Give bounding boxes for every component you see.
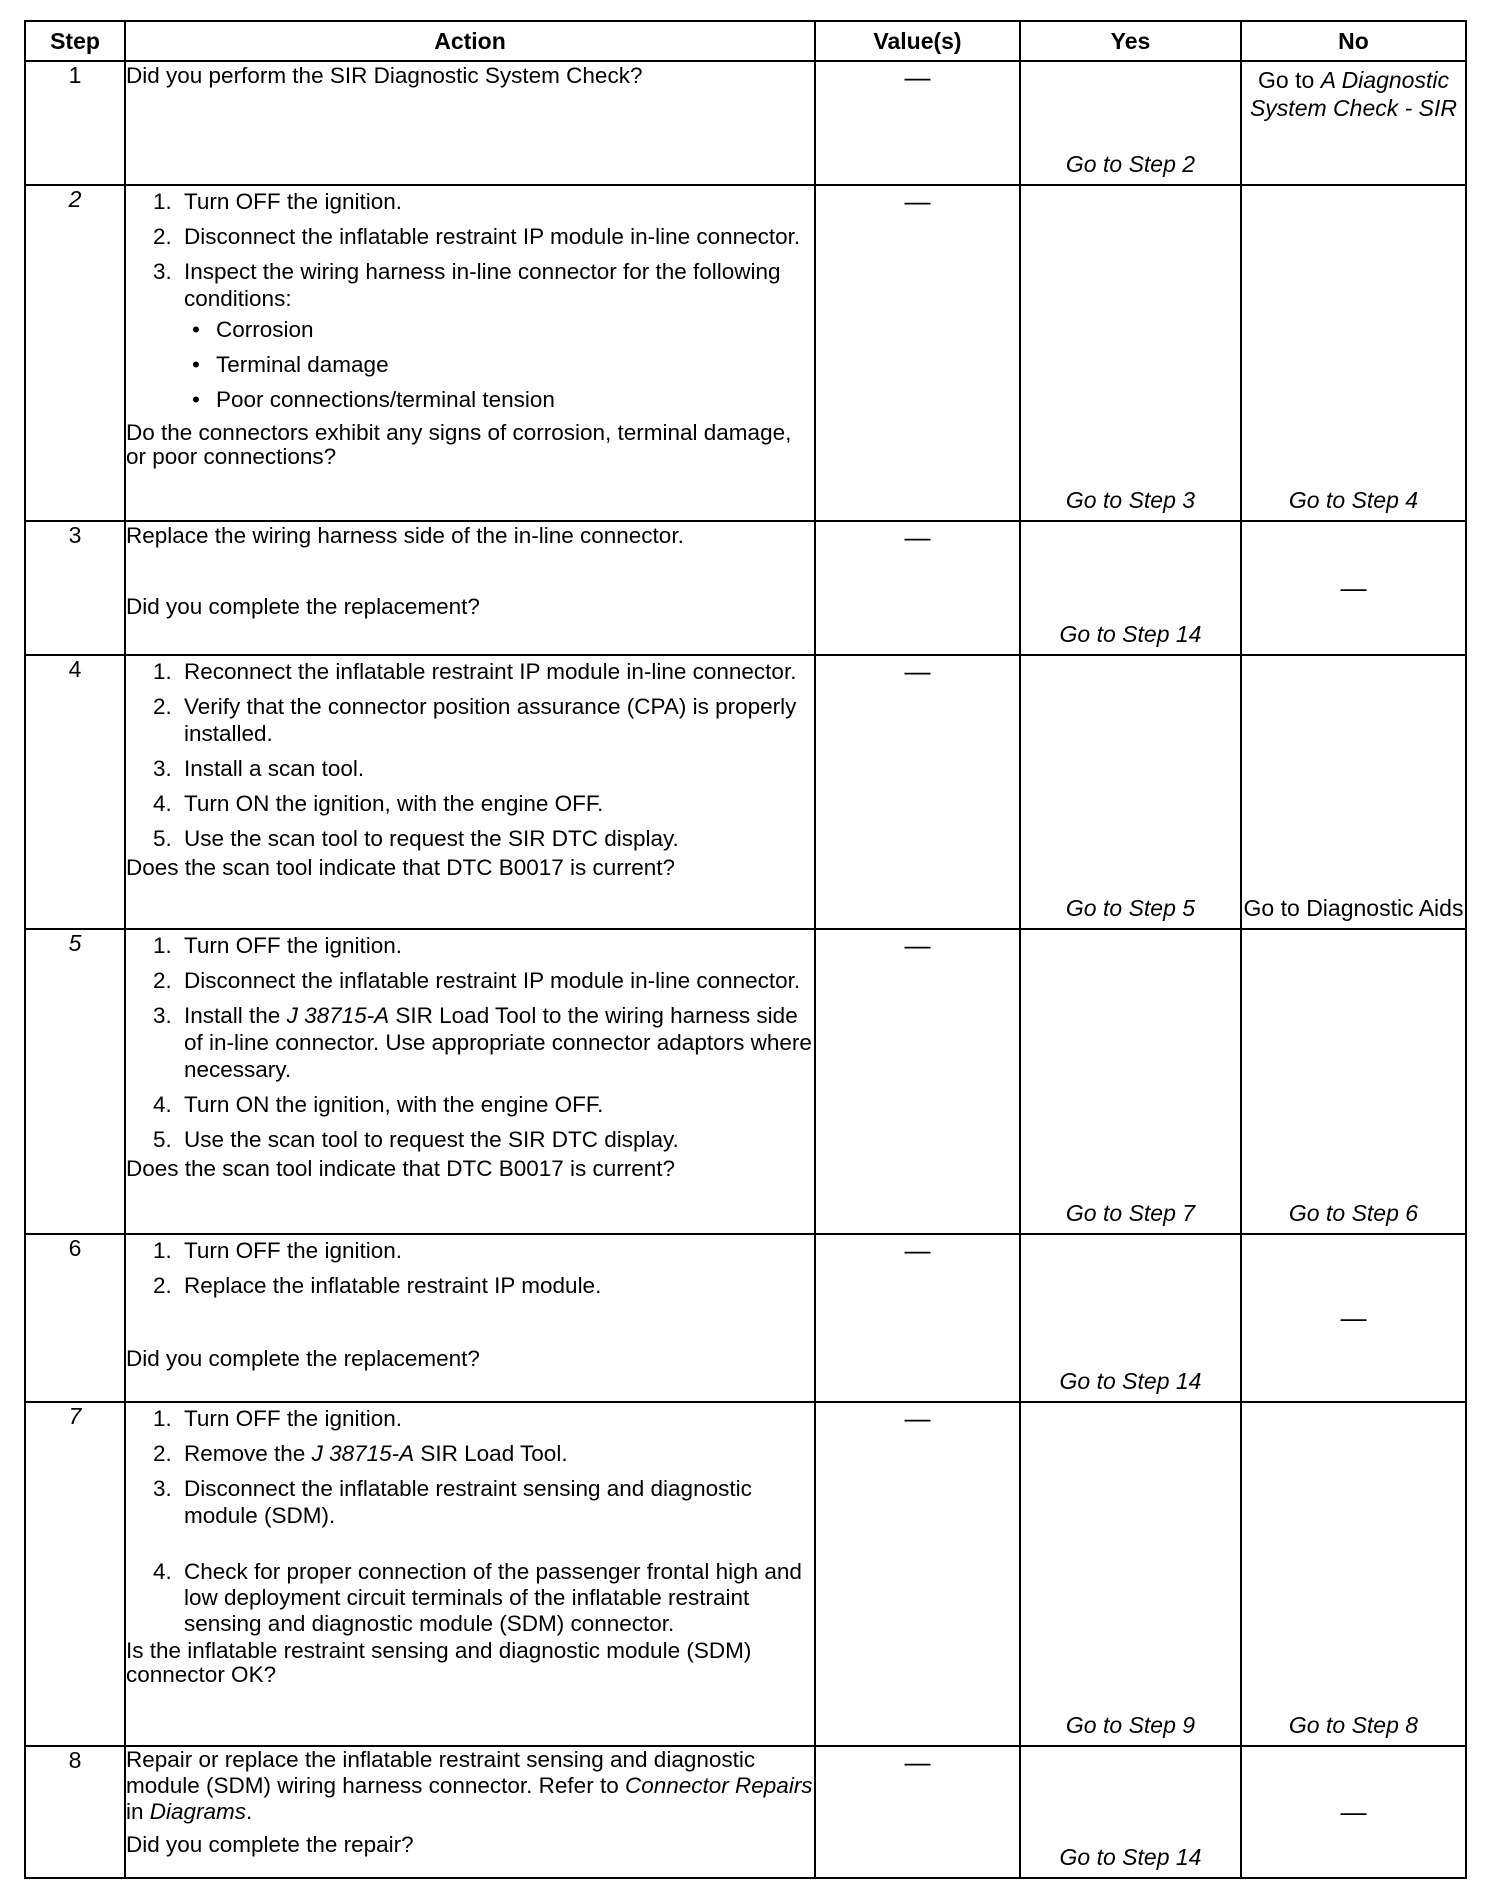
action-question: Is the inflatable restraint sensing and diagnostic module (SDM) connector OK?	[126, 1638, 752, 1687]
action-cell	[125, 1402, 815, 1746]
action-step: 2. Replace the inflatable restraint IP module.	[178, 1272, 814, 1299]
no-target: Go to A Diagnostic System Check - SIR	[1249, 67, 1458, 121]
table-row	[25, 655, 1466, 929]
action-cell	[125, 929, 815, 1234]
action-step: 4. Turn ON the ignition, with the engine OFF.	[178, 1091, 814, 1118]
value-cell: —	[815, 1746, 1020, 1878]
condition-item: • Terminal damage	[210, 351, 814, 378]
condition-item: • Poor connections/terminal tension	[210, 386, 814, 413]
no-target: Go to Diagnostic Aids	[1243, 895, 1464, 921]
action-step: 1. Turn OFF the ignition.	[178, 1237, 814, 1264]
action-steps	[126, 188, 814, 413]
yes-cell	[1020, 1746, 1241, 1878]
value-cell: —	[815, 655, 1020, 929]
action-step: 1. Turn OFF the ignition.	[178, 932, 814, 959]
no-cell	[1241, 61, 1466, 185]
table-row	[25, 61, 1466, 185]
yes-target: Go to Step 3	[1065, 487, 1196, 513]
action-cell	[125, 61, 815, 185]
action-step: 5. Use the scan tool to request the SIR DTC display.	[178, 825, 814, 852]
no-target: Go to Step 4	[1288, 487, 1419, 513]
action-text: Repair or replace the inflatable restraint sensing and diagnostic module (SDM) wiring harness connector. Refer to Connector Repairs in Diagrams.	[126, 1747, 813, 1824]
action-step: 2. Verify that the connector position assurance (CPA) is properly installed.	[178, 693, 814, 747]
action-question: Does the scan tool indicate that DTC B0017 is current?	[126, 1156, 676, 1181]
action-step: 1. Turn OFF the ignition.	[178, 1405, 814, 1432]
action-cell	[125, 1234, 815, 1402]
step-number: 2	[25, 185, 125, 521]
action-question: Did you perform the SIR Diagnostic System Check?	[126, 63, 643, 88]
value-cell: —	[815, 929, 1020, 1234]
no-target-ref: A Diagnostic System Check - SIR	[1249, 67, 1458, 121]
reference-link: Connector Repairs	[624, 1773, 813, 1798]
no-target: —	[1340, 1796, 1367, 1827]
yes-cell	[1020, 655, 1241, 929]
no-cell	[1241, 1746, 1466, 1878]
yes-cell	[1020, 61, 1241, 185]
header-no: No	[1241, 21, 1466, 61]
value-cell: —	[815, 1402, 1020, 1746]
action-step: 3. Disconnect the inflatable restraint sensing and diagnostic module (SDM).	[178, 1475, 814, 1529]
action-step: 2. Disconnect the inflatable restraint IP module in-line connector.	[178, 223, 814, 250]
action-cell	[125, 521, 815, 655]
action-step: 3. Install the J 38715-A SIR Load Tool to the wiring harness side of in-line connector. Use appropriate connector adaptors where necessary.	[178, 1002, 814, 1083]
action-step: 2. Disconnect the inflatable restraint IP module in-line connector.	[178, 967, 814, 994]
action-steps	[126, 932, 814, 1153]
no-target: Go to Step 8	[1288, 1712, 1419, 1738]
header-yes: Yes	[1020, 21, 1241, 61]
step-number: 3	[25, 521, 125, 655]
table-row	[25, 1234, 1466, 1402]
action-steps	[126, 658, 814, 852]
yes-target: Go to Step 14	[1059, 1844, 1202, 1870]
no-cell	[1241, 185, 1466, 521]
header-row	[25, 21, 1466, 61]
diagnostic-table	[24, 20, 1467, 1879]
header-action: Action	[125, 21, 815, 61]
no-target: —	[1340, 1302, 1367, 1333]
action-step: 1. Reconnect the inflatable restraint IP module in-line connector.	[178, 658, 814, 685]
no-target: —	[1340, 572, 1367, 603]
action-question: Did you complete the replacement?	[126, 594, 480, 619]
table-row	[25, 929, 1466, 1234]
action-question: Do the connectors exhibit any signs of corrosion, terminal damage, or poor connections?	[126, 420, 792, 469]
no-cell	[1241, 521, 1466, 655]
yes-target: Go to Step 9	[1065, 1712, 1196, 1738]
action-cell	[125, 185, 815, 521]
yes-cell	[1020, 1402, 1241, 1746]
action-cell	[125, 655, 815, 929]
yes-cell	[1020, 1234, 1241, 1402]
action-step: 4. Turn ON the ignition, with the engine OFF.	[178, 790, 814, 817]
no-cell	[1241, 1402, 1466, 1746]
action-step: 3. Inspect the wiring harness in-line connector for the following conditions: • Corrosion • Terminal damage • Poor connections/terminal tension	[178, 258, 814, 413]
step-number: 4	[25, 655, 125, 929]
action-question: Did you complete the repair?	[126, 1832, 414, 1857]
value-cell: —	[815, 1234, 1020, 1402]
tool-reference: J 38715-A	[311, 1441, 415, 1466]
action-step: 4. Check for proper connection of the passenger frontal high and low deployment circuit terminals of the inflatable restraint sensing and diagnostic module (SDM) connector.	[178, 1559, 814, 1637]
header-values: Value(s)	[815, 21, 1020, 61]
value-cell: —	[815, 521, 1020, 655]
step-number: 5	[25, 929, 125, 1234]
step-number: 6	[25, 1234, 125, 1402]
action-step: 2. Remove the J 38715-A SIR Load Tool.	[178, 1440, 814, 1467]
yes-target: Go to Step 7	[1065, 1200, 1196, 1226]
no-cell	[1241, 929, 1466, 1234]
table-row	[25, 521, 1466, 655]
action-question: Does the scan tool indicate that DTC B0017 is current?	[126, 855, 676, 880]
yes-cell	[1020, 521, 1241, 655]
action-question: Did you complete the replacement?	[126, 1346, 480, 1371]
step-number: 1	[25, 61, 125, 185]
condition-item: • Corrosion	[210, 316, 814, 343]
no-target: Go to Step 6	[1288, 1200, 1419, 1226]
value-cell: —	[815, 61, 1020, 185]
step-number: 8	[25, 1746, 125, 1878]
action-steps	[126, 1405, 814, 1637]
tool-reference: J 38715-A	[286, 1003, 390, 1028]
no-cell	[1241, 1234, 1466, 1402]
header-step: Step	[25, 21, 125, 61]
reference-link: Diagrams	[149, 1799, 247, 1824]
no-cell	[1241, 655, 1466, 929]
yes-cell	[1020, 185, 1241, 521]
condition-list	[184, 316, 814, 413]
table-row	[25, 1746, 1466, 1878]
action-steps	[126, 1237, 814, 1299]
action-text: Replace the wiring harness side of the in-line connector.	[126, 523, 684, 548]
table-row	[25, 185, 1466, 521]
table-row	[25, 1402, 1466, 1746]
action-step: 5. Use the scan tool to request the SIR DTC display.	[178, 1126, 814, 1153]
value-cell: —	[815, 185, 1020, 521]
yes-target: Go to Step 5	[1065, 895, 1196, 921]
action-step: 3. Install a scan tool.	[178, 755, 814, 782]
yes-target: Go to Step 14	[1059, 1368, 1202, 1394]
step-number: 7	[25, 1402, 125, 1746]
yes-cell	[1020, 929, 1241, 1234]
action-step: 1. Turn OFF the ignition.	[178, 188, 814, 215]
yes-target: Go to Step 2	[1065, 151, 1196, 177]
action-cell	[125, 1746, 815, 1878]
yes-target: Go to Step 14	[1059, 621, 1202, 647]
